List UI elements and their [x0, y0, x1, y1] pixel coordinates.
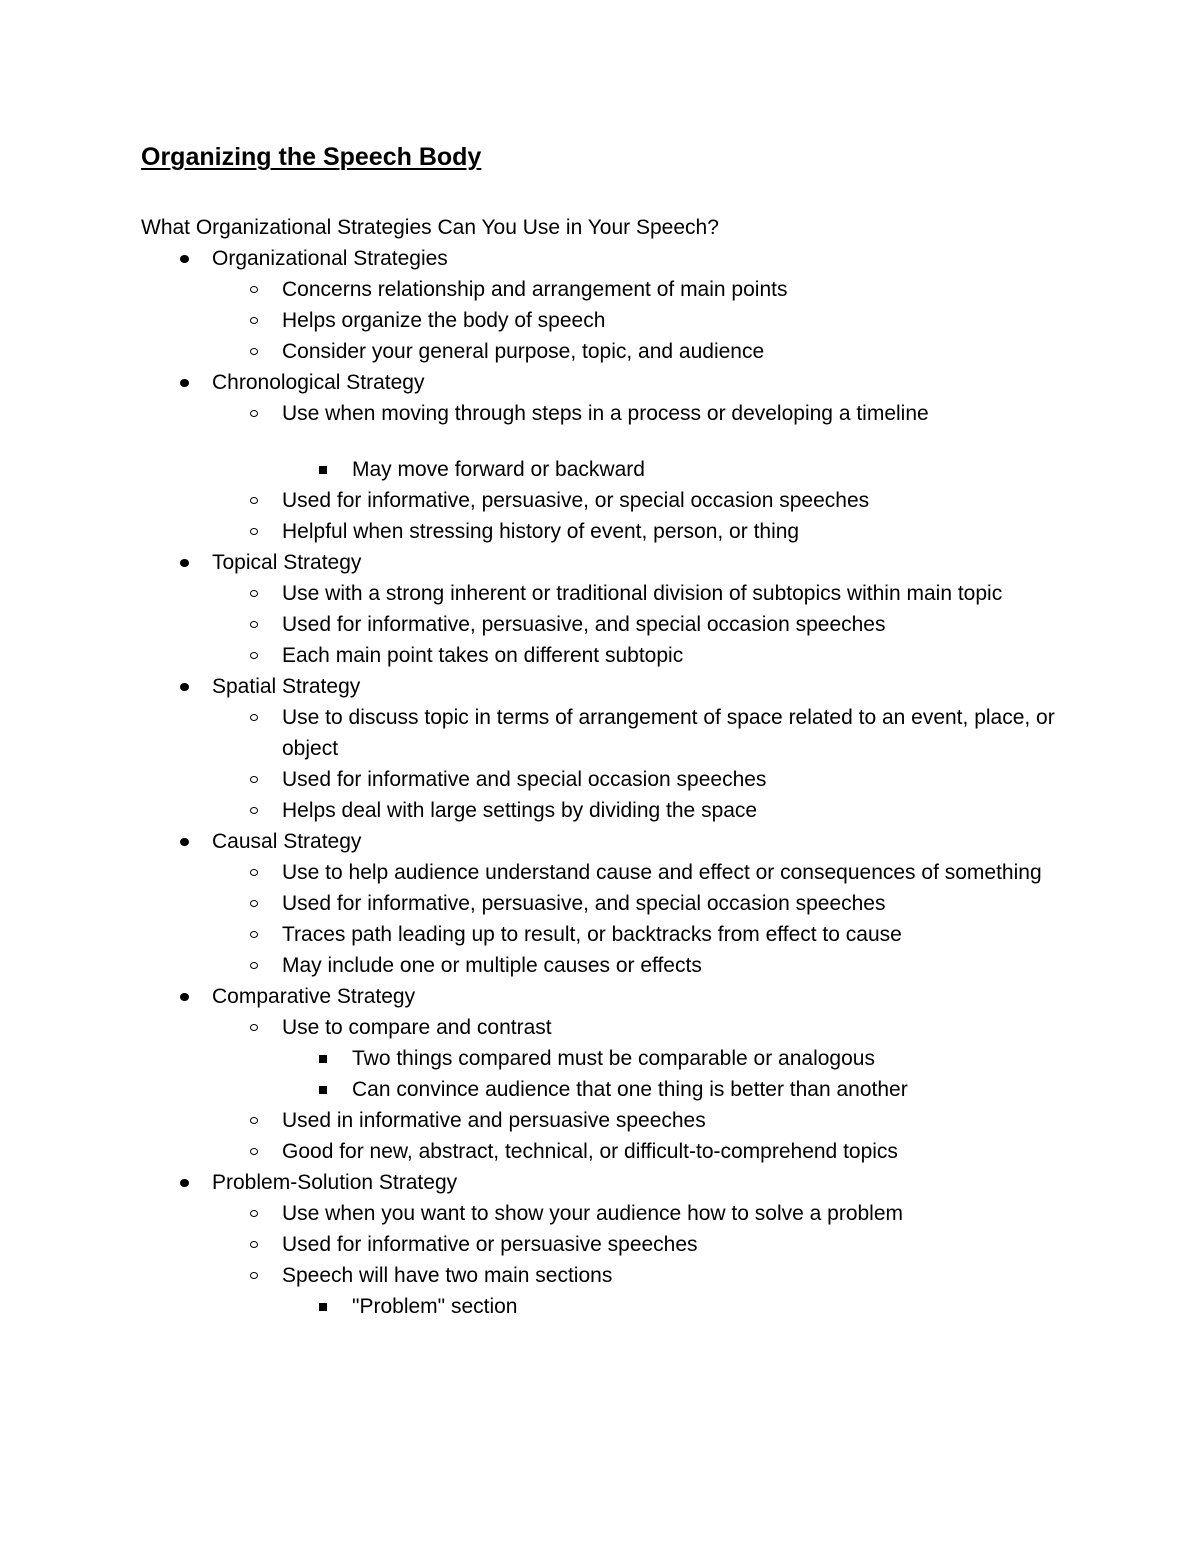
filled-circle-bullet-icon	[180, 993, 189, 1001]
strategy-outline	[0, 243, 1200, 1322]
list-item-text: Speech will have two main sections	[282, 1264, 613, 1287]
list-item-text: Helps organize the body of speech	[282, 309, 606, 332]
list-item-level-3	[0, 1291, 1072, 1322]
list-item-text: Used in informative and persuasive speeches	[282, 1109, 706, 1132]
list-item-level-2	[0, 305, 1072, 336]
list-item-level-2	[0, 274, 1072, 305]
section-question: What Organizational Strategies Can You Use in Your Speech?	[141, 216, 719, 239]
hollow-circle-bullet-icon	[250, 776, 258, 783]
list-item-text: Problem-Solution Strategy	[212, 1171, 458, 1194]
hollow-circle-bullet-icon	[250, 1148, 258, 1155]
list-item-level-2	[0, 795, 1072, 826]
hollow-circle-bullet-icon	[250, 714, 258, 721]
list-item-level-2	[0, 702, 1072, 764]
list-item-text: Use with a strong inherent or traditional division of subtopics within main topic	[282, 582, 1003, 605]
list-item-text: Good for new, abstract, technical, or difficult-to-comprehend topics	[282, 1140, 898, 1163]
list-item-text: Each main point takes on different subtopic	[282, 644, 684, 667]
list-item-text: May move forward or backward	[352, 458, 645, 481]
list-item-level-2	[0, 1198, 1072, 1229]
square-bullet-icon	[319, 1086, 327, 1094]
hollow-circle-bullet-icon	[250, 590, 258, 597]
hollow-circle-bullet-icon	[250, 900, 258, 907]
hollow-circle-bullet-icon	[250, 1241, 258, 1248]
list-item-level-3	[0, 1074, 1072, 1105]
list-item-level-2	[0, 485, 1072, 516]
hollow-circle-bullet-icon	[250, 410, 258, 417]
list-item-level-3	[0, 1043, 1072, 1074]
filled-circle-bullet-icon	[180, 838, 189, 846]
hollow-circle-bullet-icon	[250, 931, 258, 938]
list-item-level-2	[0, 919, 1072, 950]
list-item-level-2	[0, 578, 1072, 609]
square-bullet-icon	[319, 1055, 327, 1063]
list-item-text: Used for informative, persuasive, and special occasion speeches	[282, 892, 886, 915]
hollow-circle-bullet-icon	[250, 1024, 258, 1031]
list-item-level-2	[0, 1012, 1072, 1043]
filled-circle-bullet-icon	[180, 379, 189, 387]
hollow-circle-bullet-icon	[250, 1210, 258, 1217]
list-item-text: Helpful when stressing history of event, person, or thing	[282, 520, 800, 543]
list-item-level-1	[0, 243, 1072, 274]
list-item-text: Use to compare and contrast	[282, 1016, 552, 1039]
square-bullet-icon	[319, 466, 327, 474]
hollow-circle-bullet-icon	[250, 807, 258, 814]
list-item-text: Use when you want to show your audience how to solve a problem	[282, 1202, 904, 1225]
list-item-text: Used for informative and special occasion speeches	[282, 768, 767, 791]
list-item-text: Use to discuss topic in terms of arrangement of space related to an event, place, or object	[282, 706, 1055, 760]
list-item-level-2	[0, 336, 1072, 367]
list-item-level-2	[0, 609, 1072, 640]
list-item-text: Traces path leading up to result, or backtracks from effect to cause	[282, 923, 902, 946]
list-item-level-3	[0, 454, 1072, 485]
list-item-text: Used for informative, persuasive, or special occasion speeches	[282, 489, 870, 512]
hollow-circle-bullet-icon	[250, 286, 258, 293]
list-item-text: May include one or multiple causes or effects	[282, 954, 702, 977]
list-item-text: Two things compared must be comparable or analogous	[352, 1047, 875, 1070]
hollow-circle-bullet-icon	[250, 1272, 258, 1279]
list-item-text: Consider your general purpose, topic, and audience	[282, 340, 765, 363]
list-item-level-2	[0, 398, 1072, 429]
list-item-level-2	[0, 1136, 1072, 1167]
filled-circle-bullet-icon	[180, 683, 189, 691]
list-item-text: "Problem" section	[352, 1295, 518, 1318]
list-item-text: Topical Strategy	[212, 551, 362, 574]
hollow-circle-bullet-icon	[250, 317, 258, 324]
filled-circle-bullet-icon	[180, 559, 189, 567]
list-item-text: Organizational Strategies	[212, 247, 448, 270]
list-item-level-1	[0, 826, 1072, 857]
hollow-circle-bullet-icon	[250, 497, 258, 504]
page-title: Organizing the Speech Body	[141, 143, 482, 171]
list-item-level-2	[0, 764, 1072, 795]
list-item-text: Spatial Strategy	[212, 675, 361, 698]
list-item-text: Chronological Strategy	[212, 371, 425, 394]
list-item-text: Causal Strategy	[212, 830, 362, 853]
list-item-level-1	[0, 367, 1072, 398]
list-item-text: Used for informative, persuasive, and special occasion speeches	[282, 613, 886, 636]
square-bullet-icon	[319, 1303, 327, 1311]
hollow-circle-bullet-icon	[250, 1117, 258, 1124]
list-item-text: Can convince audience that one thing is better than another	[352, 1078, 908, 1101]
list-item-level-2	[0, 950, 1072, 981]
list-item-level-1	[0, 1167, 1072, 1198]
list-item-level-2	[0, 1229, 1072, 1260]
filled-circle-bullet-icon	[180, 255, 189, 263]
list-item-level-1	[0, 671, 1072, 702]
list-item-level-2	[0, 640, 1072, 671]
list-item-level-2	[0, 1105, 1072, 1136]
list-item-level-2	[0, 888, 1072, 919]
hollow-circle-bullet-icon	[250, 869, 258, 876]
filled-circle-bullet-icon	[180, 1179, 189, 1187]
list-item-text: Concerns relationship and arrangement of main points	[282, 278, 788, 301]
list-item-text: Helps deal with large settings by dividing the space	[282, 799, 758, 822]
hollow-circle-bullet-icon	[250, 348, 258, 355]
list-item-level-1	[0, 547, 1072, 578]
hollow-circle-bullet-icon	[250, 652, 258, 659]
list-item-text: Use to help audience understand cause and effect or consequences of something	[282, 861, 1042, 884]
hollow-circle-bullet-icon	[250, 621, 258, 628]
list-item-level-2	[0, 516, 1072, 547]
hollow-circle-bullet-icon	[250, 528, 258, 535]
list-item-level-2	[0, 857, 1072, 888]
list-item-level-2	[0, 1260, 1072, 1291]
list-item-text: Comparative Strategy	[212, 985, 416, 1008]
list-item-text: Use when moving through steps in a process or developing a timeline	[282, 402, 929, 425]
list-item-text: Used for informative or persuasive speeches	[282, 1233, 698, 1256]
hollow-circle-bullet-icon	[250, 962, 258, 969]
list-item-level-1	[0, 981, 1072, 1012]
